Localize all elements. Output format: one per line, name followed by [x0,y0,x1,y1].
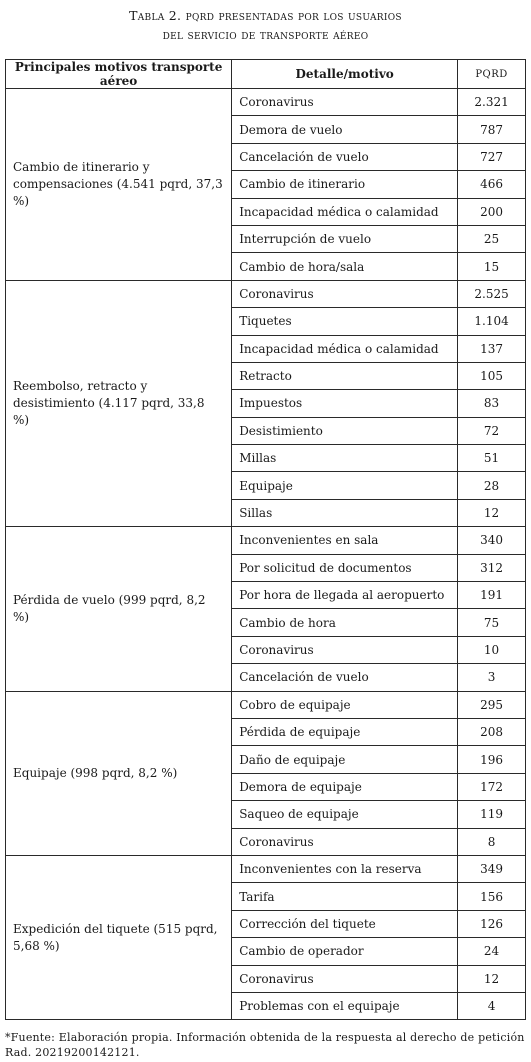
detail-cell: Incapacidad médica o calamidad [232,198,458,225]
value-cell: 119 [458,801,526,828]
table-caption [0,6,531,44]
caption-line-2: del servicio de transporte aéreo [162,27,369,42]
detail-cell: Interrupción de vuelo [232,225,458,252]
value-cell: 24 [458,938,526,965]
detail-cell: Coronavirus [232,828,458,855]
detail-cell: Cambio de hora [232,609,458,636]
value-cell: 15 [458,253,526,280]
category-cell: Pérdida de vuelo (999 pqrd, 8,2 %) [6,527,232,691]
value-cell: 340 [458,527,526,554]
table-row [6,691,526,718]
detail-cell: Inconvenientes en sala [232,527,458,554]
detail-cell: Desistimiento [232,417,458,444]
detail-cell: Por solicitud de documentos [232,554,458,581]
value-cell: 8 [458,828,526,855]
value-cell: 137 [458,335,526,362]
detail-cell: Cambio de hora/sala [232,253,458,280]
value-cell: 200 [458,198,526,225]
value-cell: 1.104 [458,308,526,335]
detail-cell: Equipaje [232,472,458,499]
value-cell: 10 [458,636,526,663]
table-header-row [6,60,526,89]
detail-cell: Sillas [232,499,458,526]
detail-cell: Millas [232,445,458,472]
value-cell: 12 [458,499,526,526]
category-cell: Equipaje (998 pqrd, 8,2 %) [6,691,232,855]
value-cell: 191 [458,582,526,609]
detail-cell: Cancelación de vuelo [232,664,458,691]
value-cell: 466 [458,171,526,198]
category-cell: Reembolso, retracto y desistimiento (4.117 pqrd, 33,8 %) [6,280,232,527]
detail-cell: Inconvenientes con la reserva [232,855,458,882]
value-cell: 2.321 [458,89,526,116]
detail-cell: Impuestos [232,390,458,417]
value-cell: 208 [458,718,526,745]
detail-cell: Tiquetes [232,308,458,335]
detail-cell: Cambio de operador [232,938,458,965]
category-cell: Cambio de itinerario y compensaciones (4.541 pqrd, 37,3 %) [6,89,232,281]
value-cell: 3 [458,664,526,691]
detail-cell: Cancelación de vuelo [232,143,458,170]
table-row [6,527,526,554]
detail-cell: Daño de equipaje [232,746,458,773]
category-cell: Expedición del tiquete (515 pqrd, 5,68 %) [6,855,232,1019]
value-cell: 25 [458,225,526,252]
table-row [6,855,526,882]
detail-cell: Demora de vuelo [232,116,458,143]
value-cell: 4 [458,992,526,1019]
value-cell: 105 [458,362,526,389]
value-cell: 75 [458,609,526,636]
detail-cell: Problemas con el equipaje [232,992,458,1019]
detail-cell: Pérdida de equipaje [232,718,458,745]
value-cell: 2.525 [458,280,526,307]
value-cell: 156 [458,883,526,910]
footnote: *Fuente: Elaboración propia. Información obtenida de la respuesta al derecho de petición Rad. 20219200142121. [5,1031,525,1059]
detail-cell: Incapacidad médica o calamidad [232,335,458,362]
value-cell: 787 [458,116,526,143]
table-row [6,280,526,307]
value-cell: 295 [458,691,526,718]
table-row [6,89,526,116]
header-principal-motives: Principales motivos transporte aéreo [6,60,232,89]
detail-cell: Por hora de llegada al aeropuerto [232,582,458,609]
header-pqrd: PQRD [458,60,526,89]
value-cell: 51 [458,445,526,472]
value-cell: 727 [458,143,526,170]
detail-cell: Demora de equipaje [232,773,458,800]
value-cell: 72 [458,417,526,444]
value-cell: 349 [458,855,526,882]
detail-cell: Coronavirus [232,280,458,307]
value-cell: 126 [458,910,526,937]
detail-cell: Saqueo de equipaje [232,801,458,828]
detail-cell: Retracto [232,362,458,389]
value-cell: 196 [458,746,526,773]
detail-cell: Coronavirus [232,89,458,116]
detail-cell: Tarifa [232,883,458,910]
value-cell: 172 [458,773,526,800]
value-cell: 12 [458,965,526,992]
detail-cell: Coronavirus [232,636,458,663]
value-cell: 83 [458,390,526,417]
table-body [6,89,526,1020]
pqrd-table [5,59,526,1020]
detail-cell: Cambio de itinerario [232,171,458,198]
value-cell: 28 [458,472,526,499]
detail-cell: Coronavirus [232,965,458,992]
detail-cell: Corrección del tiquete [232,910,458,937]
value-cell: 312 [458,554,526,581]
caption-line-1: Tabla 2. pqrd presentadas por los usuarios [129,8,402,23]
detail-cell: Cobro de equipaje [232,691,458,718]
header-detail: Detalle/motivo [232,60,458,89]
